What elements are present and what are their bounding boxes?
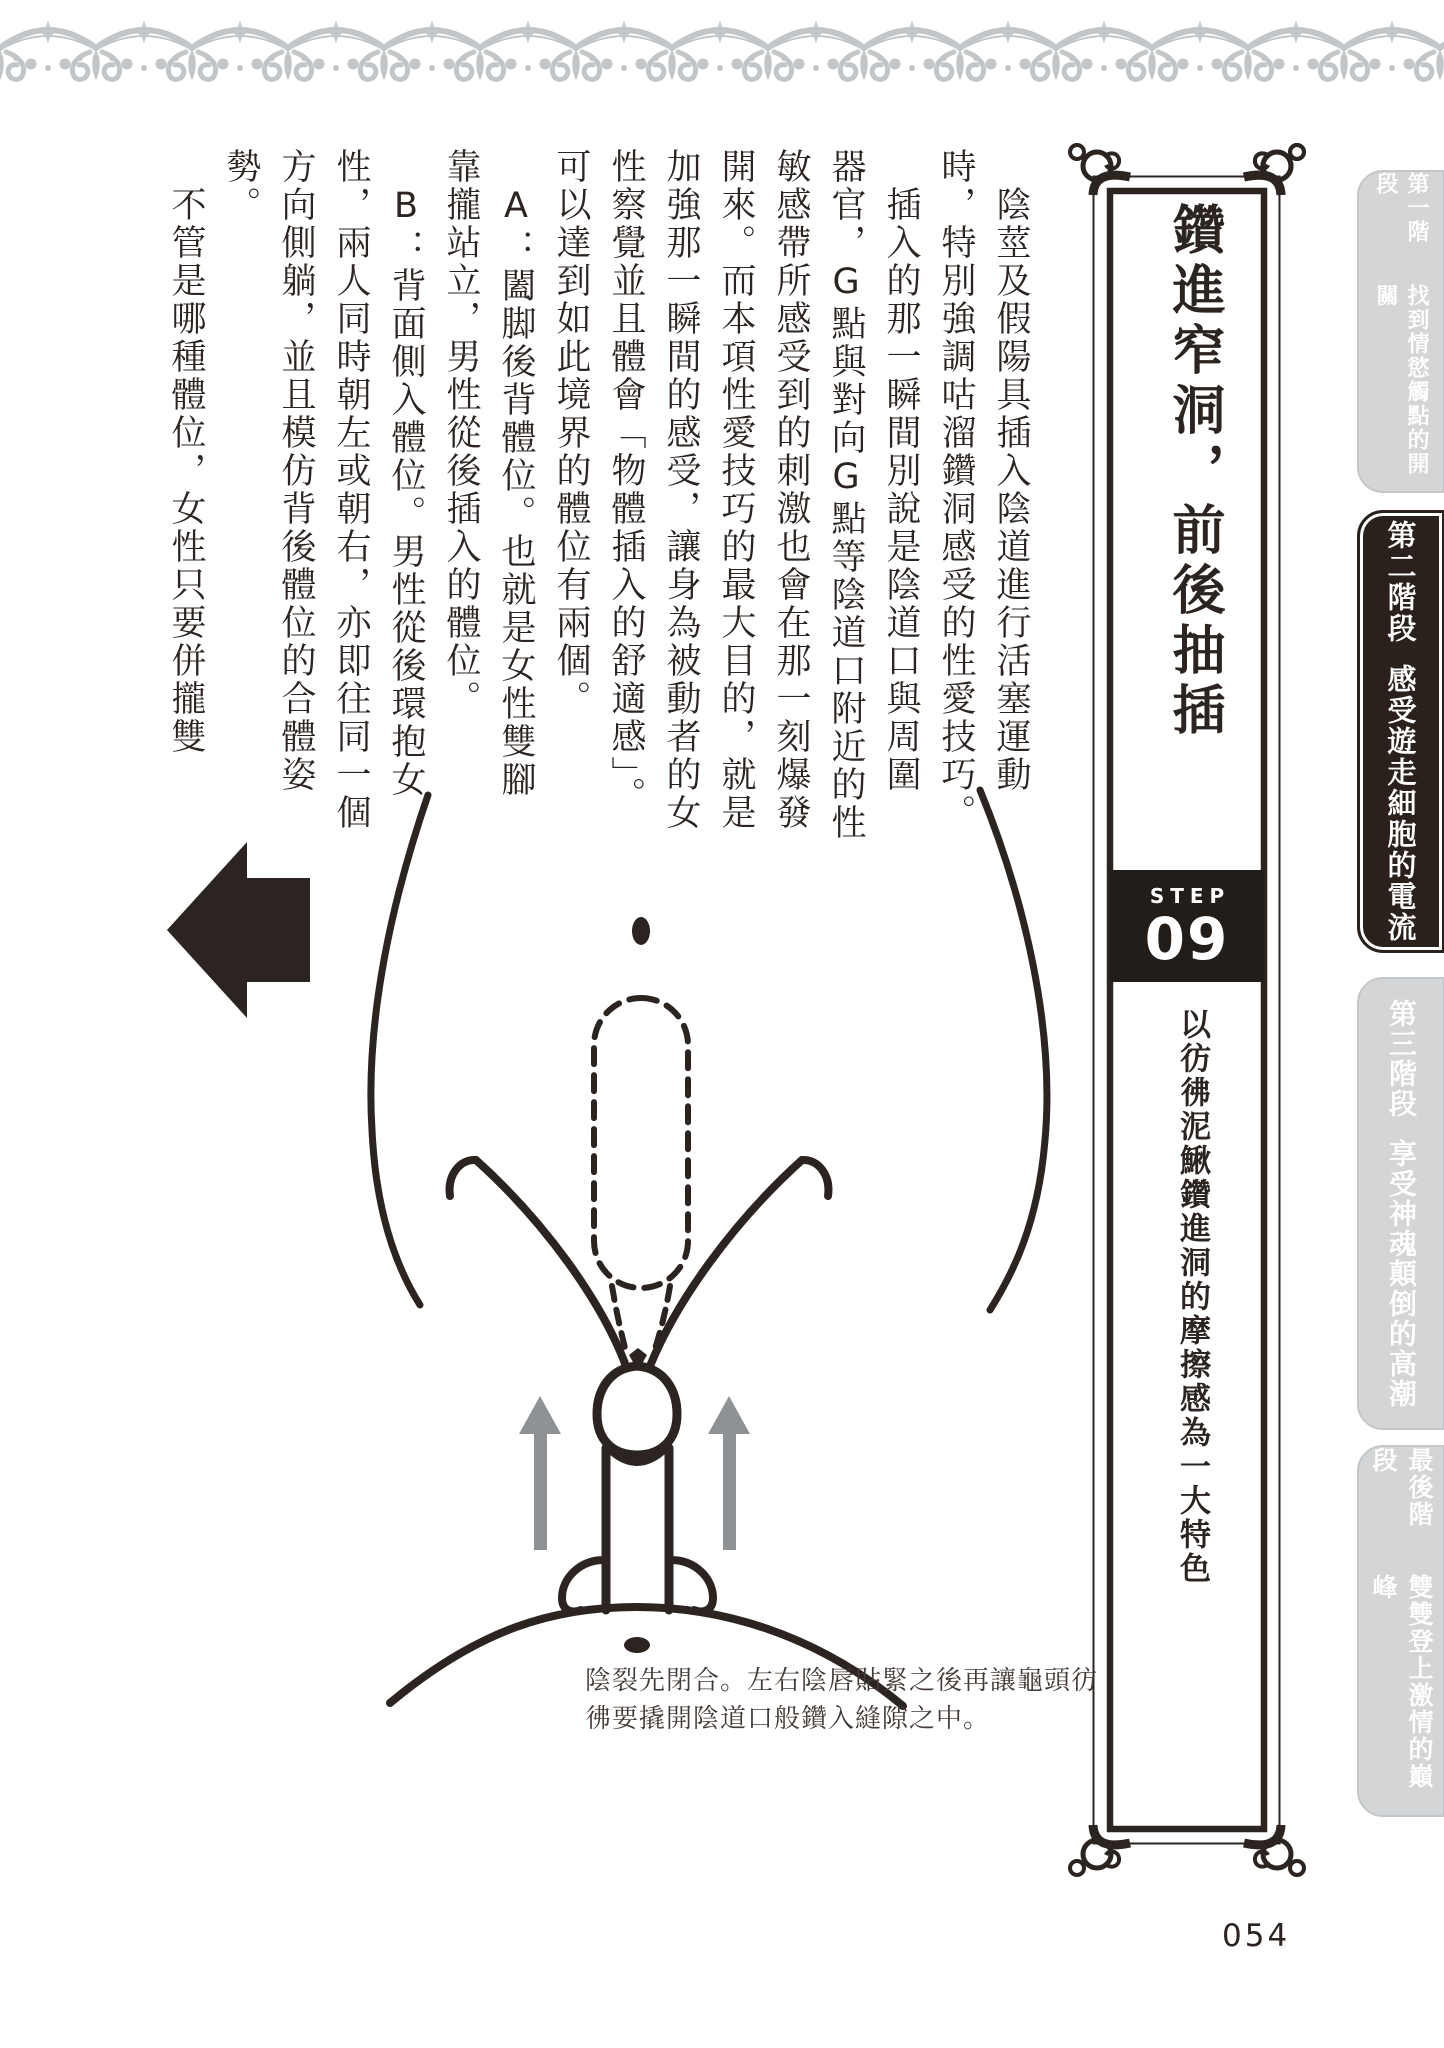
direction-left-arrow-icon (167, 842, 310, 1018)
navel-dot (632, 917, 650, 945)
text-column: B：背面側入體位。男性從後環抱女 (386, 186, 426, 799)
text-column: 加強那一瞬間的感受，讓身為被動者的女 (661, 148, 701, 832)
text-column: A：闔脚後背體位。也就是女性雙腳 (496, 186, 536, 799)
left-labia-line (450, 1160, 626, 1366)
text-column: 時，特別強調咕溜鑽洞感受的性愛技巧。 (936, 148, 976, 832)
text-column: 器官，G點與對向G點等陰道口附近的性 (826, 148, 866, 842)
text-column: 勢。 (221, 148, 261, 224)
stage-tab-stage-label: 第三階段 (1385, 998, 1418, 1119)
page-number: 054 (1222, 1918, 1291, 1954)
text-column: 可以達到如此境界的體位有兩個。 (551, 148, 591, 718)
stage-tab-desc-label: 找到情慾觸點的開關 (1373, 284, 1429, 476)
stage-tab-1 (1357, 170, 1444, 493)
glans-outline (597, 1366, 677, 1455)
vaginal-line-dashed (594, 998, 688, 1288)
right-testicle-line (671, 1560, 713, 1612)
diagram-caption (585, 1662, 1098, 1738)
stage-tab-stage-label: 第一階段 (1373, 172, 1429, 244)
left-hip-line (371, 795, 428, 1305)
page-title: 鑽進窄洞，前後抽插 (1164, 202, 1225, 742)
anus-dot (624, 1637, 650, 1653)
stage-tab-desc-label: 雙雙登上激情的巔峰 (1369, 1574, 1434, 1791)
text-column: 性，兩人同時朝左或朝右，亦即往同一個 (331, 148, 371, 832)
page-subtitle: 以彷彿泥鰍鑽進洞的摩擦感為一大特色 (1174, 1008, 1210, 1586)
anatomy-diagram (371, 790, 1047, 1706)
stage-tab-stage-label: 第二階段 (1383, 520, 1418, 644)
glans-cleft (629, 1348, 647, 1371)
text-column: 陰莖及假陽具插入陰道進行活塞運動 (991, 186, 1031, 794)
text-column: 插入的那一瞬間別說是陰道口與周圍 (881, 186, 921, 794)
left-up-arrow-icon (519, 1396, 561, 1550)
lace-border (0, 12, 1444, 104)
right-labia-line (650, 1160, 828, 1366)
corona-line (612, 1452, 662, 1463)
diagram-caption-line1: 陰裂先閉合。左右陰唇貼緊之後再讓龜頭彷 (585, 1666, 1099, 1696)
text-column: 性察覺並且體會「物體插入的舒適感」。 (606, 148, 646, 815)
text-column: 方向側躺，並且模仿背後體位的合體姿 (276, 148, 316, 794)
step-label: STEP (1149, 884, 1231, 908)
stage-tab-3 (1357, 977, 1444, 1430)
stage-tab-desc-label: 享受神魂顛倒的高潮 (1385, 1138, 1418, 1409)
stage-tab-4 (1357, 1445, 1444, 1817)
text-column: 靠攏站立，男性從後插入的體位。 (441, 148, 481, 718)
step-number: 09 (1144, 905, 1230, 973)
text-column: 開來。而本項性愛技巧的最大目的，就是 (716, 148, 756, 832)
text-column: 敏感帶所感受到的刺激也會在那一刻爆發 (771, 148, 811, 832)
stage-tab-2 (1357, 510, 1444, 953)
body-text (167, 148, 1030, 848)
text-column: 不管是哪種體位，女性只要併攏雙 (166, 186, 206, 756)
stage-tab-stage-label: 最後階段 (1369, 1447, 1434, 1528)
thrust-up-arrows (519, 1396, 750, 1550)
right-up-arrow-icon (708, 1396, 750, 1550)
stage-tab-desc-label: 感受遊走細胞的電流 (1383, 664, 1418, 943)
right-hip-line (980, 790, 1047, 1310)
diagram-caption-line2: 彿要撬開陰道口般鑽入縫隙之中。 (585, 1704, 991, 1734)
left-testicle-line (562, 1560, 604, 1612)
step-badge (1110, 870, 1264, 982)
